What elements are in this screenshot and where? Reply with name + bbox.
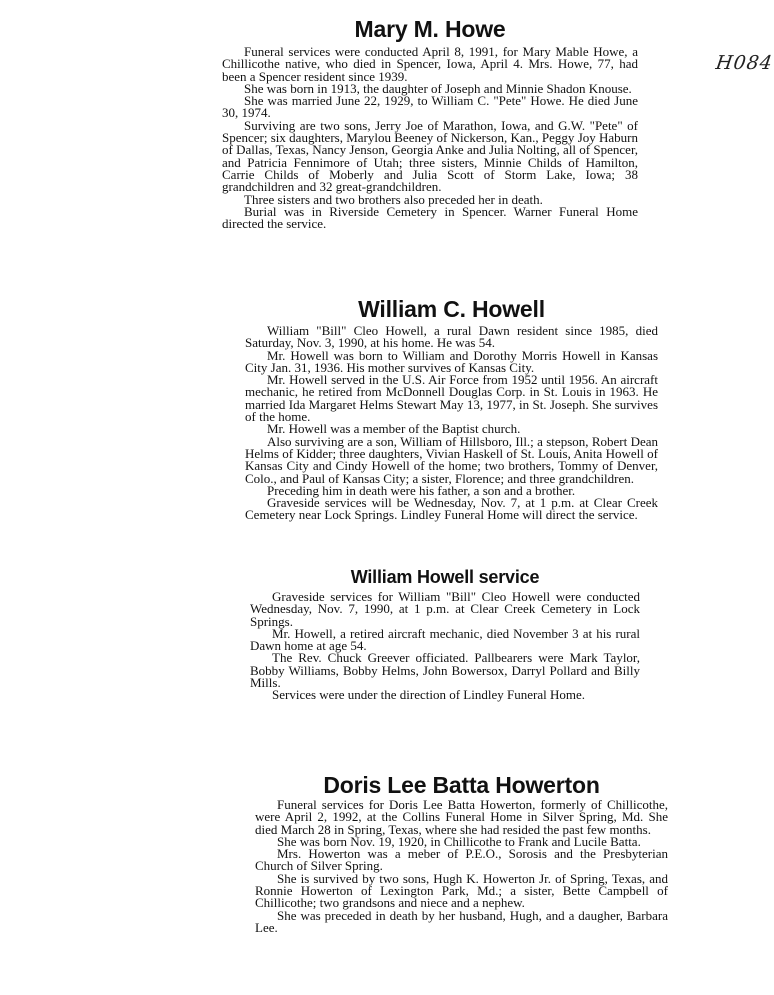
paragraph: Services were under the direction of Lindley Funeral Home. (272, 687, 585, 703)
article-title-william-howell-service: William Howell service (350, 567, 540, 587)
paragraph: Surviving are two sons, Jerry Joe of Marathon, Iowa, and G.W. "Pete" of Spencer; six daughters, Marylou Beeney of Nickerson, Kan., Peggy Joy Haburn of Dallas, Texas, Nancy Jenson, Georgia Anke and Julia Nolting, all of Spencer, and Patricia Fennimore of Utah; three sisters, Minnie Childs of Hamilton, Carrie Childs of Moberly and Julia Scott of Storm Lake, Iowa; 38 grandchildren and 32 great-grandchildren. (222, 117, 638, 195)
paragraph: Also surviving are a son, William of Hillsboro, Ill.; a stepson, Robert Dean Helms of Kidder; three daughters, Vivian Haskell of St. Louis, Anita Howell of Kansas City and Cindy Howell of the home; two brothers, Tommy of Denver, Colo., and Paul of Kansas City; a sister, Florence; and three grandchildren. (245, 433, 658, 486)
paragraph: Mr. Howell was a member of the Baptist church. (267, 421, 521, 437)
paragraph: Graveside services will be Wednesday, Nov. 7, at 1 p.m. at Clear Creek Cemetery near Lock Springs. Lindley Funeral Home will direct the service. (245, 495, 658, 523)
paragraph: She was born Nov. 19, 1920, in Chillicothe to Frank and Lucile Batta. (277, 833, 641, 849)
article-title-mary-howe: Mary M. Howe (354, 16, 506, 42)
paragraph: Preceding him in death were his father, a son and a brother. (267, 482, 576, 498)
paragraph: William "Bill" Cleo Howell, a rural Dawn resident since 1985, died Saturday, Nov. 3, 1990, at his home. He was 54. (245, 323, 658, 351)
paragraph: She was married June 22, 1929, to William C. "Pete" Howe. He died June 30, 1974. (222, 93, 638, 121)
paragraph: Burial was in Riverside Cemetery in Spencer. Warner Funeral Home directed the service. (222, 203, 638, 232)
article-body-mary-howe (222, 46, 638, 230)
article-body-doris-howerton (255, 799, 668, 934)
paragraph: Funeral services were conducted April 8, 1991, for Mary Mable Howe, a Chillicothe native, who died in Spencer, Iowa, April 4. Mrs. Howe, 77, had been a Spencer resident since 1939. (222, 44, 638, 84)
article-body-william-howell (245, 325, 658, 522)
article-title-doris-howerton: Doris Lee Batta Howerton (323, 772, 600, 798)
paragraph: She was born in 1913, the daughter of Joseph and Minnie Shadon Knouse. (244, 80, 632, 96)
paragraph: Mrs. Howerton was a meber of P.E.O., Sorosis and the Presbyterian Church of Silver Spring. (255, 846, 668, 874)
article-title-william-howell: William C. Howell (358, 296, 545, 322)
handwritten-note: H084 (714, 52, 774, 74)
paragraph: The Rev. Chuck Greever officiated. Pallbearers were Mark Taylor, Bobby Williams, Bobby Helms, John Bowersox, Darryl Pollard and Billy Mills. (250, 650, 640, 691)
paragraph: She was preceded in death by her husband, Hugh, and a daugher, Barbara Lee. (255, 907, 668, 935)
paragraph: Funeral services for Doris Lee Batta Howerton, formerly of Chillicothe, were April 2, 1992, at the Collins Funeral Home in Silver Spring, Md. She died March 28 in Spring, Texas, where she had resided the past few months. (255, 797, 668, 837)
article-body-william-howell-service (250, 591, 640, 702)
paragraph: Mr. Howell, a retired aircraft mechanic, died November 3 at his rural Dawn home at age 54. (250, 625, 640, 654)
paragraph: Mr. Howell served in the U.S. Air Force from 1952 until 1956. An aircraft mechanic, he retired from McDonnell Douglas Corp. in St. Louis in 1963. He married Ida Margaret Helms Stewart May 13, 1977, in St. Joseph. She survives of the home. (245, 372, 658, 425)
paragraph: Three sisters and two brothers also preceded her in death. (244, 191, 543, 207)
paragraph: Graveside services for William "Bill" Cleo Howell were conducted Wednesday, Nov. 7, 1990, at 1 p.m. at Clear Creek Cemetery in Lock Springs. (250, 589, 640, 629)
paragraph: She is survived by two sons, Hugh K. Howerton Jr. of Spring, Texas, and Ronnie Howerton of Lexington Park, Md.; a sister, Bette Campbell of Chillicothe; two grandsons and niece and a nephew. (255, 870, 668, 911)
paragraph: Mr. Howell was born to William and Dorothy Morris Howell in Kansas City Jan. 31, 1936. His mother survives of Kansas City. (245, 347, 658, 375)
